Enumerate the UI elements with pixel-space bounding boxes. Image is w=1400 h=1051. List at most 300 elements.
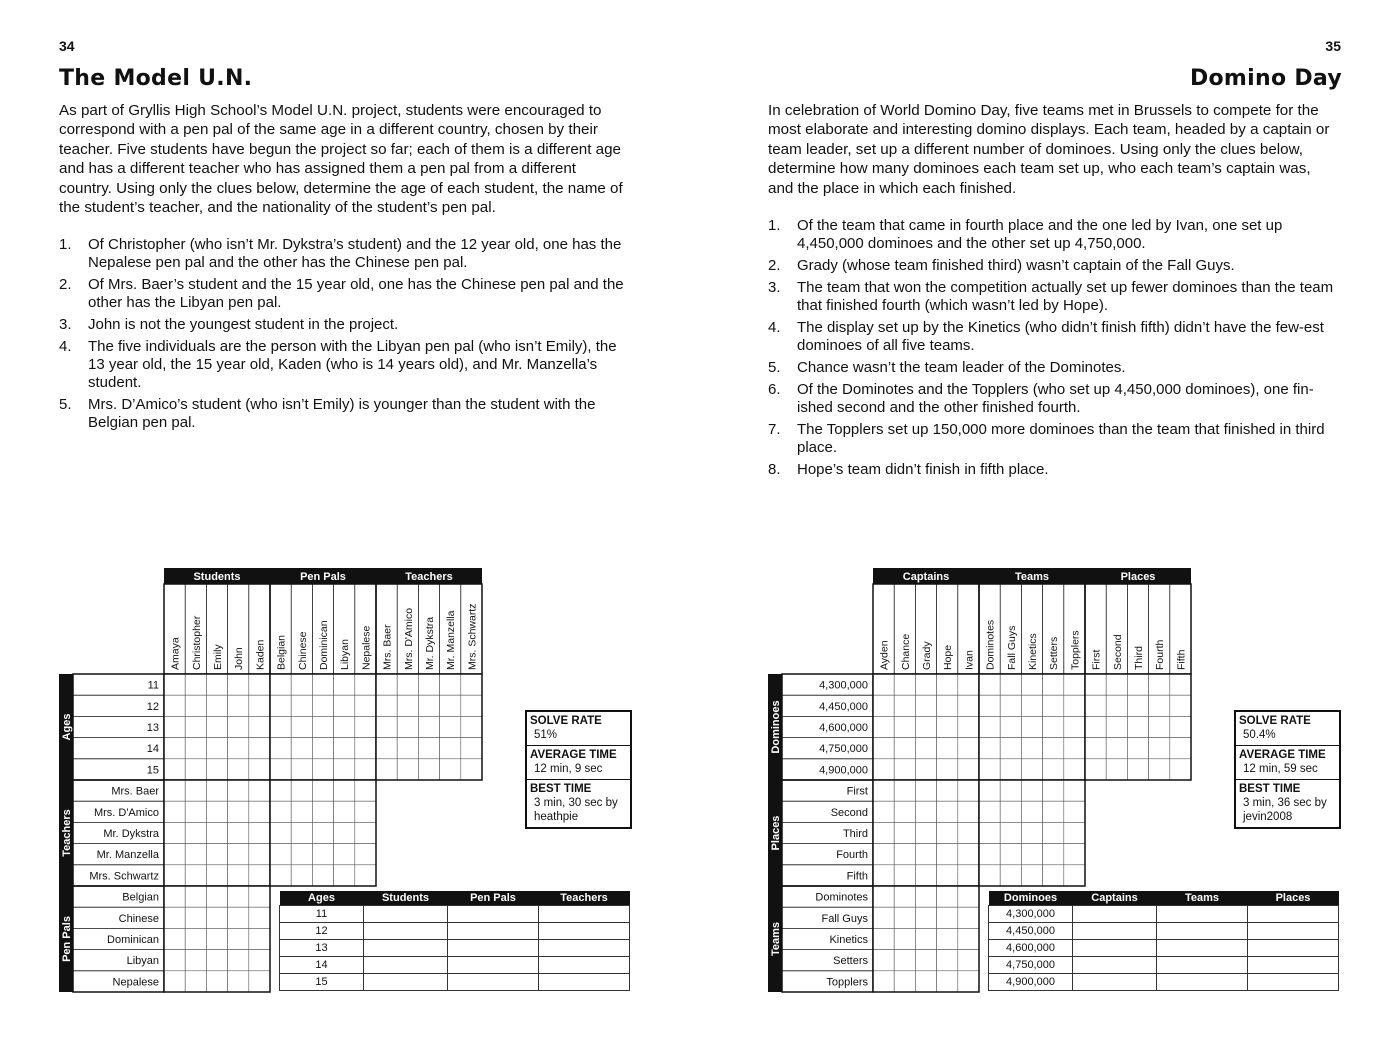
grid-cell[interactable]: [418, 674, 439, 695]
grid-cell[interactable]: [418, 759, 439, 780]
grid-cell[interactable]: [894, 822, 915, 843]
grid-cell[interactable]: [1000, 759, 1021, 780]
grid-cell[interactable]: [291, 865, 312, 886]
grid-cell[interactable]: [894, 971, 915, 992]
grid-cell[interactable]: [1106, 738, 1127, 759]
grid-cell[interactable]: [164, 971, 185, 992]
grid-cell[interactable]: [1064, 674, 1085, 695]
grid-cell[interactable]: [249, 780, 270, 801]
grid-cell[interactable]: [873, 928, 894, 949]
grid-cell[interactable]: [937, 907, 958, 928]
grid-cell[interactable]: [206, 738, 227, 759]
grid-cell[interactable]: [1064, 759, 1085, 780]
grid-cell[interactable]: [334, 738, 355, 759]
grid-cell[interactable]: [461, 695, 482, 716]
grid-cell[interactable]: [958, 865, 979, 886]
grid-cell[interactable]: [291, 738, 312, 759]
answer-cell[interactable]: [1073, 974, 1157, 991]
answer-cell[interactable]: [1248, 957, 1339, 974]
grid-cell[interactable]: [249, 886, 270, 907]
grid-cell[interactable]: [873, 780, 894, 801]
answer-cell[interactable]: [1157, 906, 1248, 923]
grid-cell[interactable]: [1000, 780, 1021, 801]
grid-cell[interactable]: [376, 695, 397, 716]
grid-cell[interactable]: [355, 822, 376, 843]
grid-cell[interactable]: [915, 716, 936, 737]
grid-cell[interactable]: [1127, 716, 1148, 737]
grid-cell[interactable]: [228, 780, 249, 801]
grid-cell[interactable]: [291, 822, 312, 843]
grid-cell[interactable]: [270, 695, 291, 716]
grid-cell[interactable]: [185, 865, 206, 886]
grid-cell[interactable]: [312, 738, 333, 759]
grid-cell[interactable]: [185, 695, 206, 716]
grid-cell[interactable]: [894, 907, 915, 928]
grid-cell[interactable]: [958, 738, 979, 759]
grid-cell[interactable]: [312, 780, 333, 801]
grid-cell[interactable]: [937, 886, 958, 907]
grid-cell[interactable]: [312, 865, 333, 886]
grid-cell[interactable]: [228, 950, 249, 971]
grid-cell[interactable]: [1085, 695, 1106, 716]
grid-cell[interactable]: [1021, 674, 1042, 695]
grid-cell[interactable]: [894, 738, 915, 759]
grid-cell[interactable]: [873, 674, 894, 695]
grid-cell[interactable]: [1127, 738, 1148, 759]
grid-cell[interactable]: [1043, 759, 1064, 780]
grid-cell[interactable]: [376, 716, 397, 737]
grid-cell[interactable]: [873, 907, 894, 928]
grid-cell[interactable]: [228, 907, 249, 928]
grid-cell[interactable]: [440, 716, 461, 737]
grid-cell[interactable]: [440, 738, 461, 759]
grid-cell[interactable]: [873, 950, 894, 971]
grid-cell[interactable]: [979, 674, 1000, 695]
grid-cell[interactable]: [270, 780, 291, 801]
grid-cell[interactable]: [376, 674, 397, 695]
grid-cell[interactable]: [1043, 865, 1064, 886]
grid-cell[interactable]: [873, 886, 894, 907]
grid-cell[interactable]: [1064, 844, 1085, 865]
grid-cell[interactable]: [249, 674, 270, 695]
grid-cell[interactable]: [873, 716, 894, 737]
grid-cell[interactable]: [915, 801, 936, 822]
answer-cell[interactable]: [448, 923, 539, 940]
grid-cell[interactable]: [164, 780, 185, 801]
grid-cell[interactable]: [958, 950, 979, 971]
grid-cell[interactable]: [979, 695, 1000, 716]
answer-cell[interactable]: [364, 957, 448, 974]
grid-cell[interactable]: [1021, 695, 1042, 716]
grid-cell[interactable]: [249, 716, 270, 737]
answer-cell[interactable]: [1248, 906, 1339, 923]
grid-cell[interactable]: [1170, 674, 1191, 695]
grid-cell[interactable]: [270, 822, 291, 843]
answer-cell[interactable]: [364, 923, 448, 940]
grid-cell[interactable]: [1149, 716, 1170, 737]
grid-cell[interactable]: [937, 738, 958, 759]
grid-cell[interactable]: [894, 674, 915, 695]
answer-cell[interactable]: [1157, 923, 1248, 940]
grid-cell[interactable]: [164, 738, 185, 759]
grid-cell[interactable]: [1021, 865, 1042, 886]
grid-cell[interactable]: [1085, 738, 1106, 759]
grid-cell[interactable]: [228, 674, 249, 695]
grid-cell[interactable]: [355, 695, 376, 716]
grid-cell[interactable]: [164, 865, 185, 886]
grid-cell[interactable]: [461, 674, 482, 695]
grid-cell[interactable]: [249, 738, 270, 759]
grid-cell[interactable]: [164, 801, 185, 822]
answer-cell[interactable]: [448, 957, 539, 974]
grid-cell[interactable]: [164, 716, 185, 737]
grid-cell[interactable]: [1064, 780, 1085, 801]
grid-cell[interactable]: [185, 738, 206, 759]
answer-cell[interactable]: [448, 906, 539, 923]
grid-cell[interactable]: [894, 865, 915, 886]
grid-cell[interactable]: [291, 780, 312, 801]
grid-cell[interactable]: [291, 759, 312, 780]
answer-cell[interactable]: [539, 923, 630, 940]
grid-cell[interactable]: [185, 950, 206, 971]
grid-cell[interactable]: [915, 780, 936, 801]
grid-cell[interactable]: [355, 738, 376, 759]
grid-cell[interactable]: [894, 928, 915, 949]
grid-cell[interactable]: [249, 844, 270, 865]
answer-cell[interactable]: [1157, 974, 1248, 991]
grid-cell[interactable]: [958, 844, 979, 865]
grid-cell[interactable]: [291, 844, 312, 865]
grid-cell[interactable]: [291, 695, 312, 716]
grid-cell[interactable]: [312, 759, 333, 780]
grid-cell[interactable]: [270, 674, 291, 695]
grid-cell[interactable]: [418, 738, 439, 759]
grid-cell[interactable]: [1170, 695, 1191, 716]
grid-cell[interactable]: [270, 865, 291, 886]
answer-cell[interactable]: [364, 974, 448, 991]
grid-cell[interactable]: [1085, 674, 1106, 695]
answer-cell[interactable]: [1157, 940, 1248, 957]
grid-cell[interactable]: [1021, 759, 1042, 780]
grid-cell[interactable]: [334, 822, 355, 843]
grid-cell[interactable]: [1043, 844, 1064, 865]
grid-cell[interactable]: [334, 716, 355, 737]
grid-cell[interactable]: [164, 759, 185, 780]
grid-cell[interactable]: [1149, 695, 1170, 716]
grid-cell[interactable]: [1064, 822, 1085, 843]
grid-cell[interactable]: [958, 780, 979, 801]
grid-cell[interactable]: [206, 971, 227, 992]
grid-cell[interactable]: [958, 695, 979, 716]
grid-cell[interactable]: [355, 865, 376, 886]
grid-cell[interactable]: [1000, 738, 1021, 759]
grid-cell[interactable]: [355, 780, 376, 801]
grid-cell[interactable]: [1085, 716, 1106, 737]
answer-cell[interactable]: [539, 940, 630, 957]
grid-cell[interactable]: [937, 716, 958, 737]
grid-cell[interactable]: [958, 674, 979, 695]
answer-cell[interactable]: [539, 974, 630, 991]
grid-cell[interactable]: [873, 822, 894, 843]
grid-cell[interactable]: [979, 865, 1000, 886]
grid-cell[interactable]: [249, 801, 270, 822]
grid-cell[interactable]: [206, 716, 227, 737]
grid-cell[interactable]: [937, 695, 958, 716]
grid-cell[interactable]: [937, 759, 958, 780]
grid-cell[interactable]: [185, 886, 206, 907]
grid-cell[interactable]: [270, 801, 291, 822]
grid-cell[interactable]: [894, 759, 915, 780]
grid-cell[interactable]: [894, 844, 915, 865]
grid-cell[interactable]: [185, 801, 206, 822]
grid-cell[interactable]: [958, 822, 979, 843]
grid-cell[interactable]: [1021, 801, 1042, 822]
grid-cell[interactable]: [894, 950, 915, 971]
grid-cell[interactable]: [249, 759, 270, 780]
grid-cell[interactable]: [270, 759, 291, 780]
grid-cell[interactable]: [228, 738, 249, 759]
grid-cell[interactable]: [440, 674, 461, 695]
answer-cell[interactable]: [1073, 923, 1157, 940]
grid-cell[interactable]: [915, 950, 936, 971]
grid-cell[interactable]: [958, 971, 979, 992]
grid-cell[interactable]: [937, 780, 958, 801]
grid-cell[interactable]: [164, 822, 185, 843]
grid-cell[interactable]: [937, 928, 958, 949]
grid-cell[interactable]: [915, 695, 936, 716]
grid-cell[interactable]: [228, 695, 249, 716]
grid-cell[interactable]: [312, 674, 333, 695]
grid-cell[interactable]: [206, 759, 227, 780]
grid-cell[interactable]: [979, 844, 1000, 865]
grid-cell[interactable]: [249, 971, 270, 992]
grid-cell[interactable]: [915, 971, 936, 992]
grid-cell[interactable]: [1043, 674, 1064, 695]
grid-cell[interactable]: [915, 822, 936, 843]
grid-cell[interactable]: [894, 886, 915, 907]
grid-cell[interactable]: [206, 801, 227, 822]
grid-cell[interactable]: [249, 928, 270, 949]
grid-cell[interactable]: [979, 822, 1000, 843]
grid-cell[interactable]: [418, 716, 439, 737]
grid-cell[interactable]: [1021, 780, 1042, 801]
grid-cell[interactable]: [228, 928, 249, 949]
grid-cell[interactable]: [1064, 695, 1085, 716]
grid-cell[interactable]: [915, 759, 936, 780]
grid-cell[interactable]: [979, 801, 1000, 822]
grid-cell[interactable]: [937, 801, 958, 822]
grid-cell[interactable]: [915, 907, 936, 928]
grid-cell[interactable]: [1170, 738, 1191, 759]
grid-cell[interactable]: [334, 801, 355, 822]
grid-cell[interactable]: [937, 822, 958, 843]
grid-cell[interactable]: [334, 865, 355, 886]
answer-cell[interactable]: [1248, 940, 1339, 957]
grid-cell[interactable]: [1149, 738, 1170, 759]
grid-cell[interactable]: [1000, 801, 1021, 822]
grid-cell[interactable]: [1043, 695, 1064, 716]
grid-cell[interactable]: [915, 844, 936, 865]
grid-cell[interactable]: [206, 865, 227, 886]
grid-cell[interactable]: [1106, 716, 1127, 737]
grid-cell[interactable]: [355, 759, 376, 780]
grid-cell[interactable]: [355, 844, 376, 865]
grid-cell[interactable]: [228, 971, 249, 992]
grid-cell[interactable]: [1149, 759, 1170, 780]
grid-cell[interactable]: [206, 822, 227, 843]
grid-cell[interactable]: [915, 738, 936, 759]
grid-cell[interactable]: [440, 695, 461, 716]
grid-cell[interactable]: [1043, 738, 1064, 759]
grid-cell[interactable]: [894, 695, 915, 716]
grid-cell[interactable]: [461, 759, 482, 780]
grid-cell[interactable]: [1000, 716, 1021, 737]
grid-cell[interactable]: [1170, 716, 1191, 737]
grid-cell[interactable]: [1064, 865, 1085, 886]
answer-cell[interactable]: [1248, 923, 1339, 940]
grid-cell[interactable]: [355, 674, 376, 695]
grid-cell[interactable]: [312, 716, 333, 737]
grid-cell[interactable]: [270, 844, 291, 865]
grid-cell[interactable]: [1106, 674, 1127, 695]
grid-cell[interactable]: [376, 738, 397, 759]
grid-cell[interactable]: [958, 716, 979, 737]
answer-cell[interactable]: [539, 957, 630, 974]
grid-cell[interactable]: [1000, 822, 1021, 843]
grid-cell[interactable]: [915, 886, 936, 907]
grid-cell[interactable]: [979, 780, 1000, 801]
grid-cell[interactable]: [461, 738, 482, 759]
grid-cell[interactable]: [185, 844, 206, 865]
grid-cell[interactable]: [206, 886, 227, 907]
grid-cell[interactable]: [873, 759, 894, 780]
answer-cell[interactable]: [448, 974, 539, 991]
grid-cell[interactable]: [1021, 844, 1042, 865]
grid-cell[interactable]: [1043, 801, 1064, 822]
grid-cell[interactable]: [937, 865, 958, 886]
grid-cell[interactable]: [164, 950, 185, 971]
grid-cell[interactable]: [249, 695, 270, 716]
grid-cell[interactable]: [937, 971, 958, 992]
grid-cell[interactable]: [1000, 695, 1021, 716]
grid-cell[interactable]: [185, 759, 206, 780]
grid-cell[interactable]: [334, 695, 355, 716]
answer-cell[interactable]: [1073, 906, 1157, 923]
grid-cell[interactable]: [1000, 674, 1021, 695]
grid-cell[interactable]: [334, 674, 355, 695]
grid-cell[interactable]: [228, 886, 249, 907]
grid-cell[interactable]: [958, 759, 979, 780]
grid-cell[interactable]: [164, 928, 185, 949]
grid-cell[interactable]: [873, 801, 894, 822]
grid-cell[interactable]: [291, 716, 312, 737]
grid-cell[interactable]: [873, 865, 894, 886]
grid-cell[interactable]: [873, 738, 894, 759]
answer-cell[interactable]: [1248, 974, 1339, 991]
grid-cell[interactable]: [979, 759, 1000, 780]
grid-cell[interactable]: [249, 865, 270, 886]
answer-cell[interactable]: [1073, 940, 1157, 957]
grid-cell[interactable]: [334, 780, 355, 801]
grid-cell[interactable]: [1000, 865, 1021, 886]
grid-cell[interactable]: [1021, 738, 1042, 759]
grid-cell[interactable]: [291, 801, 312, 822]
grid-cell[interactable]: [206, 907, 227, 928]
grid-cell[interactable]: [334, 844, 355, 865]
answer-cell[interactable]: [364, 906, 448, 923]
grid-cell[interactable]: [1064, 716, 1085, 737]
grid-cell[interactable]: [185, 716, 206, 737]
grid-cell[interactable]: [312, 844, 333, 865]
grid-cell[interactable]: [937, 844, 958, 865]
grid-cell[interactable]: [958, 886, 979, 907]
grid-cell[interactable]: [958, 907, 979, 928]
grid-cell[interactable]: [355, 716, 376, 737]
grid-cell[interactable]: [249, 822, 270, 843]
grid-cell[interactable]: [873, 971, 894, 992]
grid-cell[interactable]: [461, 716, 482, 737]
grid-cell[interactable]: [164, 886, 185, 907]
grid-cell[interactable]: [185, 971, 206, 992]
grid-cell[interactable]: [206, 674, 227, 695]
grid-cell[interactable]: [915, 928, 936, 949]
grid-cell[interactable]: [164, 695, 185, 716]
grid-cell[interactable]: [334, 759, 355, 780]
grid-cell[interactable]: [1064, 801, 1085, 822]
grid-cell[interactable]: [228, 844, 249, 865]
grid-cell[interactable]: [291, 674, 312, 695]
grid-cell[interactable]: [1106, 759, 1127, 780]
grid-cell[interactable]: [1043, 822, 1064, 843]
grid-cell[interactable]: [164, 674, 185, 695]
grid-cell[interactable]: [249, 907, 270, 928]
grid-cell[interactable]: [397, 716, 418, 737]
grid-cell[interactable]: [873, 695, 894, 716]
grid-cell[interactable]: [185, 907, 206, 928]
grid-cell[interactable]: [376, 759, 397, 780]
grid-cell[interactable]: [873, 844, 894, 865]
answer-cell[interactable]: [1157, 957, 1248, 974]
grid-cell[interactable]: [164, 844, 185, 865]
grid-cell[interactable]: [185, 674, 206, 695]
grid-cell[interactable]: [397, 695, 418, 716]
grid-cell[interactable]: [397, 759, 418, 780]
grid-cell[interactable]: [270, 716, 291, 737]
grid-cell[interactable]: [1021, 716, 1042, 737]
grid-cell[interactable]: [397, 674, 418, 695]
grid-cell[interactable]: [206, 780, 227, 801]
grid-cell[interactable]: [228, 801, 249, 822]
grid-cell[interactable]: [937, 674, 958, 695]
grid-cell[interactable]: [958, 801, 979, 822]
grid-cell[interactable]: [206, 950, 227, 971]
grid-cell[interactable]: [228, 759, 249, 780]
grid-cell[interactable]: [185, 822, 206, 843]
grid-cell[interactable]: [397, 738, 418, 759]
answer-cell[interactable]: [448, 940, 539, 957]
grid-cell[interactable]: [249, 950, 270, 971]
grid-cell[interactable]: [312, 695, 333, 716]
grid-cell[interactable]: [440, 759, 461, 780]
grid-cell[interactable]: [915, 674, 936, 695]
grid-cell[interactable]: [979, 716, 1000, 737]
answer-cell[interactable]: [364, 940, 448, 957]
grid-cell[interactable]: [1170, 759, 1191, 780]
grid-cell[interactable]: [1149, 674, 1170, 695]
grid-cell[interactable]: [185, 780, 206, 801]
grid-cell[interactable]: [1043, 716, 1064, 737]
grid-cell[interactable]: [958, 928, 979, 949]
